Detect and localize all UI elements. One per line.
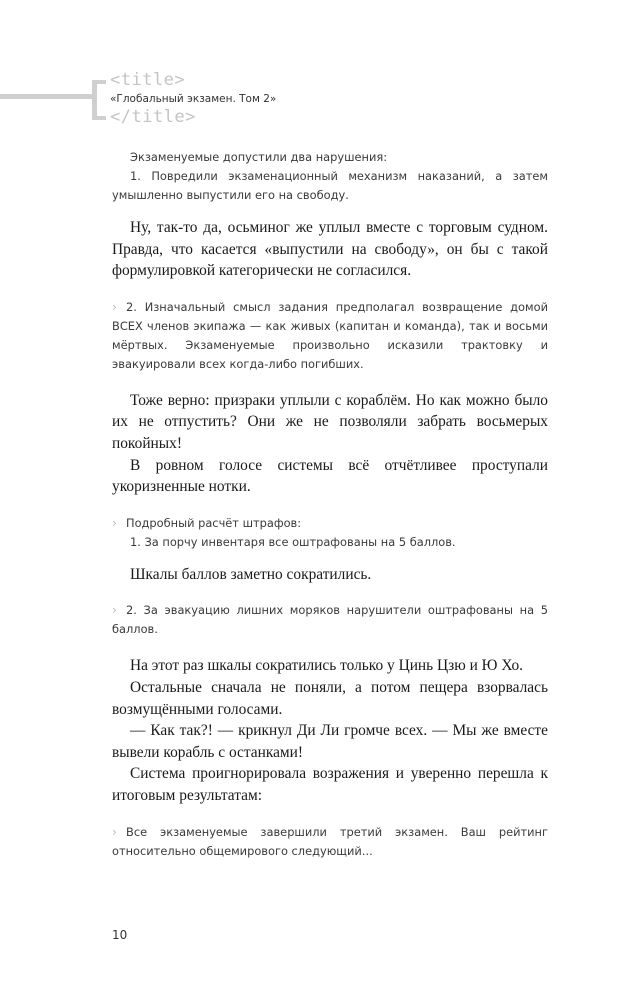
header-bracket: [92, 80, 97, 120]
system-message: › Подробный расчёт штрафов:: [112, 514, 548, 533]
system-message-line: Экзаменуемые допустили два нарушения:: [130, 150, 388, 164]
chevron-right-icon: ›: [112, 603, 117, 618]
prose-paragraph: Тоже верно: призраки уплыли с кораблём. Но как можно было их не отпустить? Они же не позволяли забрать восьмерых покойных!: [112, 391, 548, 452]
header-rule: [0, 94, 95, 99]
chevron-right-icon: ›: [112, 824, 117, 839]
chevron-right-icon: ›: [112, 515, 117, 530]
system-message-line: 1. Повредили экзаменационный механизм наказаний, а затем умышленно выпустили его на свободу.: [112, 169, 548, 202]
book-title: «Глобальный экзамен. Том 2»: [110, 93, 277, 105]
header-bracket-bottom: [92, 116, 106, 120]
header-bracket-top: [92, 80, 106, 84]
title-tag-open: <title>: [110, 70, 186, 90]
system-message-line: 1. За порчу инвентаря все оштрафованы на 5 баллов.: [130, 534, 456, 549]
system-message: › 2. Изначальный смысл задания предполагал возвращение домой ВСЕХ членов экипажа — как живых (капитан и команда), так и восьми мёртвых. Экзаменуемые произвольно исказили трактовку и эвакуировали всех когда-либо погибших.: [112, 299, 548, 371]
title-tag-close: </title>: [110, 107, 196, 127]
system-message: › Все экзаменуемые завершили третий экзамен. Ваш рейтинг относительно общемирового следующий...: [112, 824, 548, 858]
chevron-right-icon: ›: [112, 299, 117, 314]
prose-paragraph: В ровном голосе системы всё отчётливее проступали укоризненные нотки.: [112, 456, 548, 496]
prose-paragraph: Ну, так-то да, осьминог же уплыл вместе с торговым судном. Правда, что касается «выпустили на свободу», он бы с такой формулировкой категорически не согласился.: [112, 219, 548, 280]
page-number: 10: [112, 928, 128, 942]
page-content: [112, 148, 548, 861]
prose-paragraph: — Как так?! — крикнул Ди Ли громче всех. — Мы же вместе вывели корабль с останками!: [112, 722, 548, 761]
prose-paragraph: На этот раз шкалы сократились только у Цинь Цзю и Ю Хо.: [130, 657, 524, 675]
system-message: › 2. За эвакуацию лишних моряков нарушители оштрафованы на 5 баллов.: [112, 603, 548, 637]
prose-paragraph: Система проигнорировала возражения и уверенно перешла к итоговым результатам:: [112, 765, 548, 804]
prose-paragraph: Остальные сначала не поняли, а потом пещера взорвалась возмущёнными голосами.: [112, 678, 548, 718]
prose-paragraph: Шкалы баллов заметно сократились.: [130, 565, 372, 583]
